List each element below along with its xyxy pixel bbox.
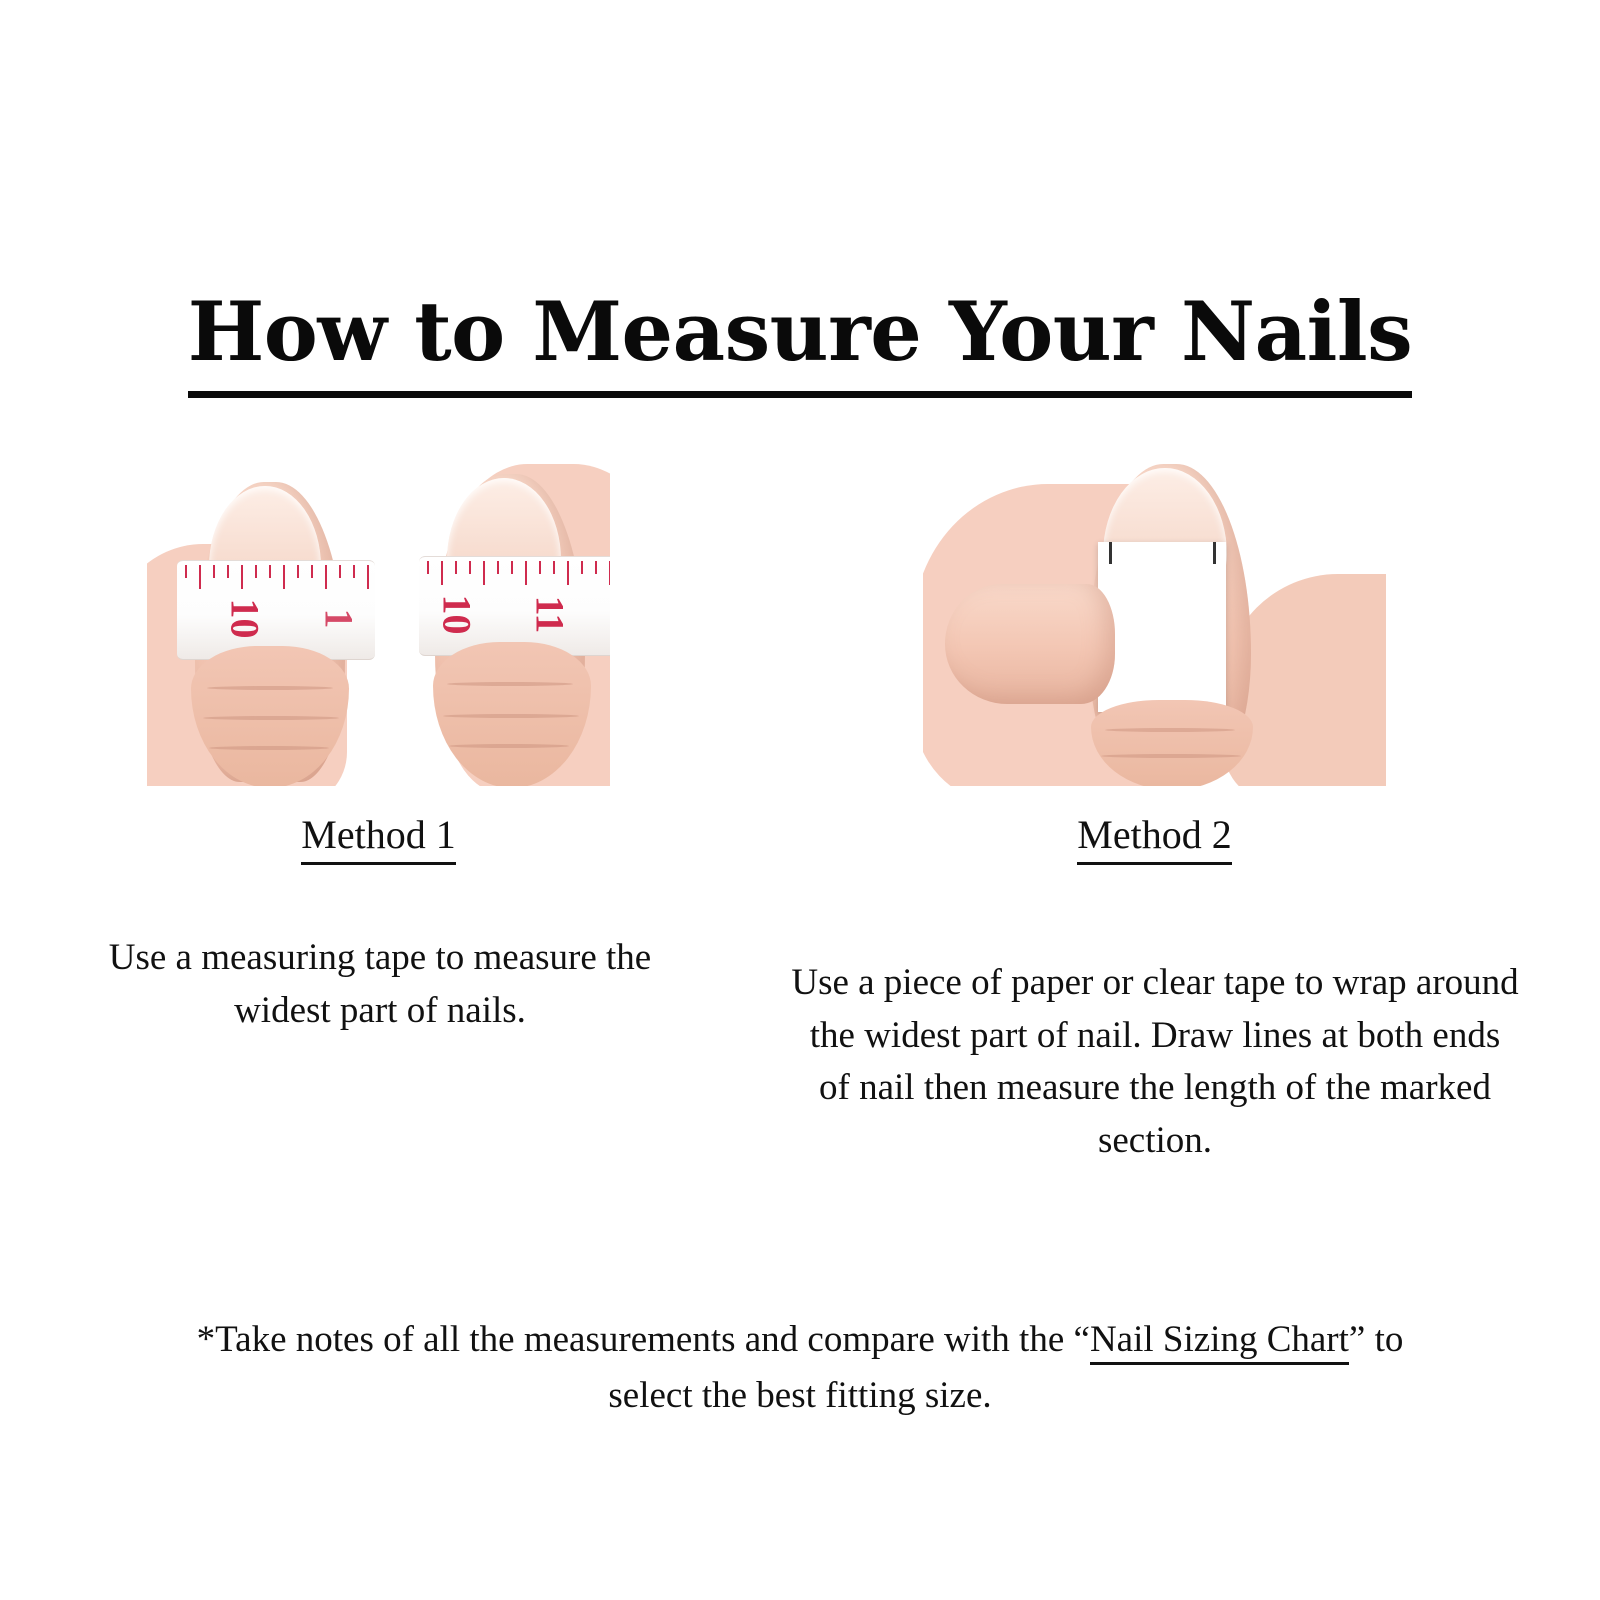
index-finger-2 xyxy=(945,584,1115,704)
tape-ticks-left xyxy=(177,565,375,591)
method-1-description: Use a measuring tape to measure the widest part of nails. xyxy=(108,937,652,1031)
footnote xyxy=(180,1312,1420,1423)
paper-strip xyxy=(1098,542,1226,712)
nail-sizing-chart-reference: Nail Sizing Chart xyxy=(1090,1319,1349,1365)
knuckle-crease-1 xyxy=(207,686,333,690)
knuckle-crease-7 xyxy=(1105,728,1235,732)
tape-ticks-right xyxy=(419,561,610,587)
method-1-label-text: Method 1 xyxy=(301,815,455,865)
knuckle-crease-2 xyxy=(203,716,339,720)
method-2-photo xyxy=(923,424,1386,786)
knuckle-crease-4 xyxy=(447,682,573,686)
method-2-description: Use a piece of paper or clear tape to wrap around the widest part of nail. Draw lines at both ends of nail then measure the length of the marked section. xyxy=(791,962,1519,1161)
method-2-label-text: Method 2 xyxy=(1077,815,1231,865)
pen-mark-right xyxy=(1213,542,1216,564)
knuckle-crease-5 xyxy=(443,714,579,718)
footnote-before: *Take notes of all the measurements and compare with the “ xyxy=(196,1319,1090,1360)
knuckle-crease-3 xyxy=(209,746,329,750)
tape-number-right-partial: 10 xyxy=(434,594,480,635)
photo-divider xyxy=(379,424,382,786)
footnote-after: ” to select the best fitting size. xyxy=(608,1319,1404,1416)
tape-number-left: 10 xyxy=(222,598,268,639)
page-title-container xyxy=(0,236,1600,453)
method-1-photo xyxy=(147,424,610,786)
measuring-tape-right xyxy=(419,556,610,656)
method-2-label xyxy=(923,812,1386,865)
knuckle-crease-6 xyxy=(449,744,569,748)
method-1-label xyxy=(147,812,610,865)
tape-number-left-partial: 1 xyxy=(316,608,362,629)
knuckle-crease-8 xyxy=(1101,754,1241,758)
pen-mark-left xyxy=(1109,542,1112,564)
tape-number-right: 11 xyxy=(527,595,573,634)
page-title: How to Measure Your Nails xyxy=(188,290,1412,398)
measuring-tape-left xyxy=(177,560,375,660)
